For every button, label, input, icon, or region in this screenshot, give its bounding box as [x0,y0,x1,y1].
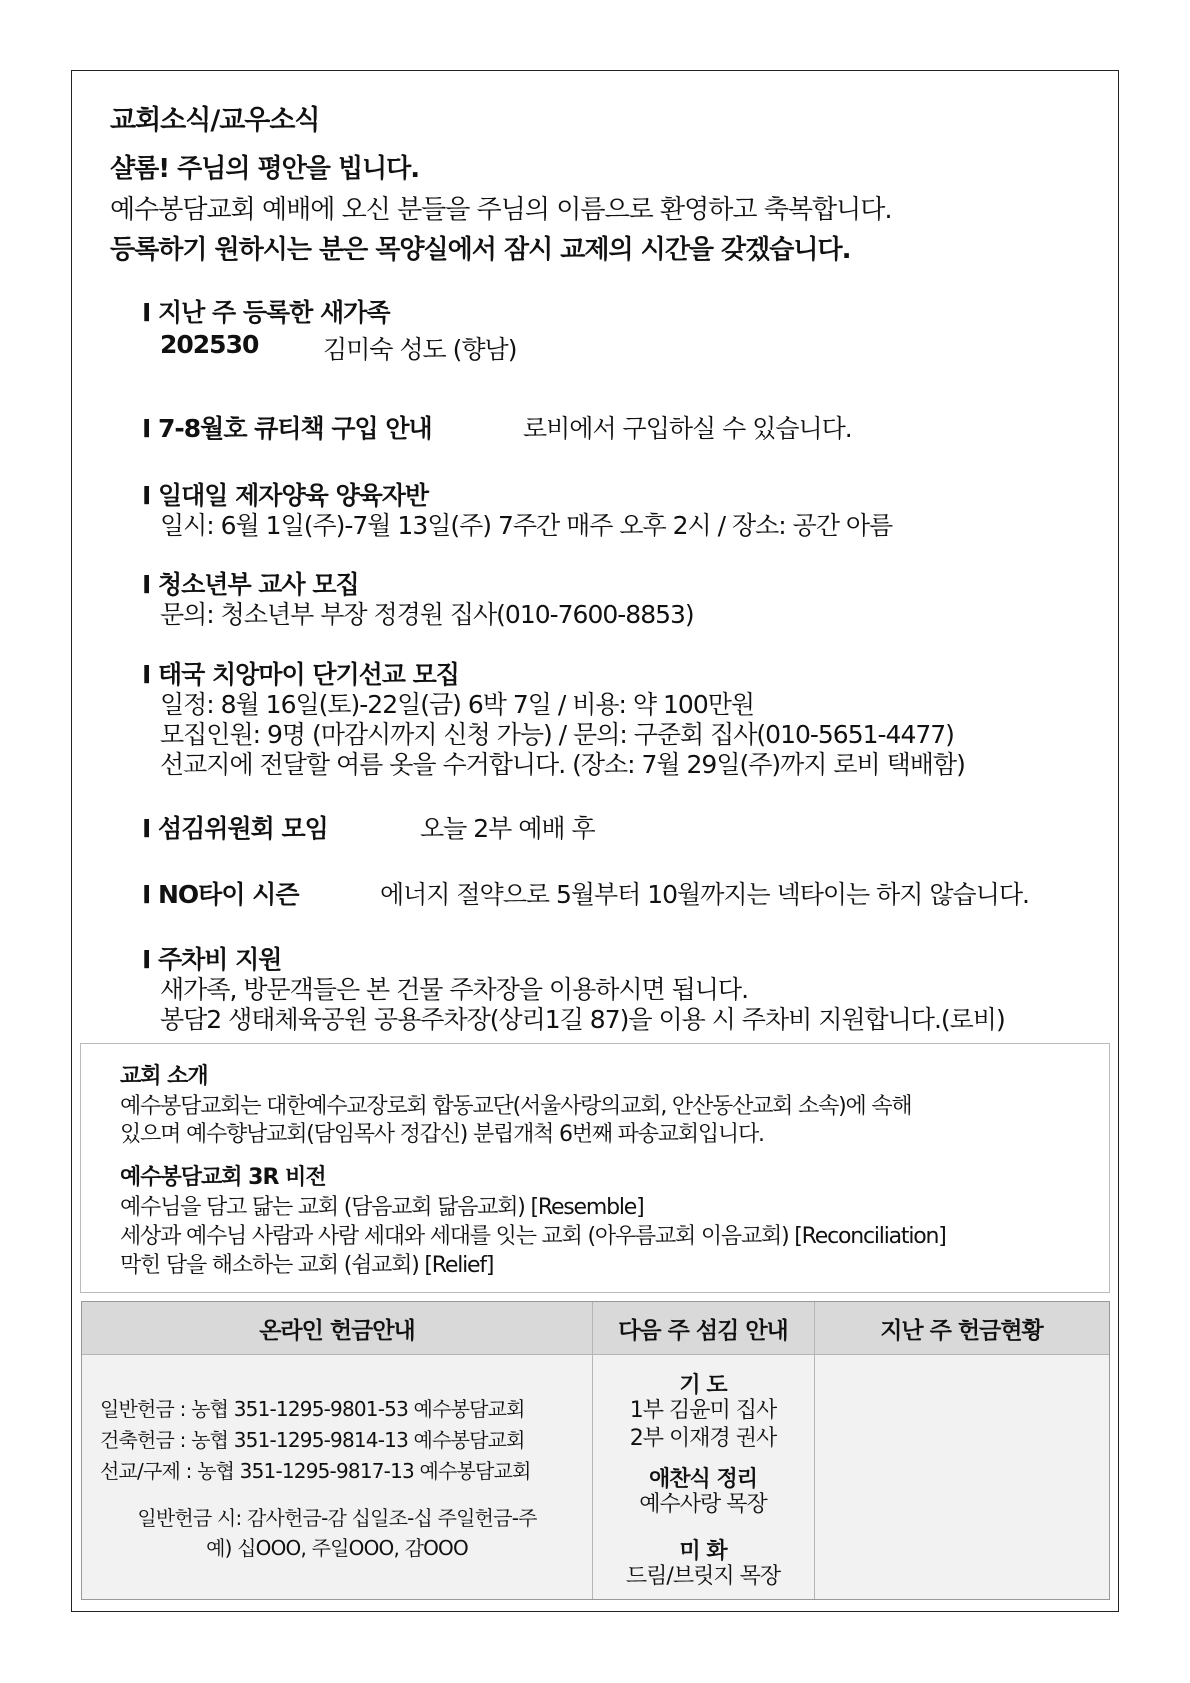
service-role-decoration: 미 화 [679,1539,727,1564]
news-teacher-recruit-detail: 문의: 청소년부 부장 정경원 집사(010-7600-8853) [160,600,694,629]
service-person: 예수사랑 목장 [639,1492,767,1517]
vision-heading: 예수봉담교회 3R 비전 [120,1165,326,1190]
offering-memo: 예) 십OOO, 주일OOO, 감OOO [206,1536,468,1560]
news-title-mission-trip: Ι 태국 치앙마이 단기선교 모집 [142,660,459,689]
news-discipleship-detail: 일시: 6월 1일(주)-7월 13일(주) 7주간 매주 오후 2시 / 장소: 공간 아름 [160,511,893,540]
service-person: 드림/브릿지 목장 [625,1564,781,1589]
welcome-text: 예수봉담교회 예배에 오신 분들을 주님의 이름으로 환영하고 축복합니다. [110,195,892,225]
table-header-last-week-offering: 지난 주 헌금현황 [814,1302,1109,1354]
news-no-tie-detail: 에너지 절약으로 5월부터 10월까지는 넥타이는 하지 않습니다. [380,880,1029,909]
vision-line: 막힌 담을 해소하는 교회 (쉼교회) [Relief] [120,1253,494,1278]
news-new-family-name: 김미숙 성도 (향남) [323,335,517,364]
news-parking-line: 새가족, 방문객들은 본 건물 주차장을 이용하시면 됩니다. [160,975,749,1004]
news-service-committee-detail: 오늘 2부 예배 후 [420,814,595,843]
service-role-communion: 애찬식 정리 [649,1467,757,1492]
table-header-online-offering: 온라인 헌금안내 [82,1302,592,1354]
intro-line: 있으며 예수향남교회(담임목사 정갑신) 분립개척 6번째 파송교회입니다. [120,1122,764,1147]
news-title-teacher-recruit: Ι 청소년부 교사 모집 [142,570,359,599]
table-header-next-week-service: 다음 주 섬김 안내 [592,1302,814,1354]
news-parking-line: 봉담2 생태체육공원 공용주차장(상리1길 87)을 이용 시 주차비 지원합니다.(로비) [160,1005,1005,1034]
register-note: 등록하기 원하시는 분은 목양실에서 잠시 교제의 시간을 갖겠습니다. [110,235,851,265]
news-title-parking: Ι 주차비 지원 [142,945,282,974]
account-line: 건축헌금 : 농협 351-1295-9814-13 예수봉담교회 [100,1428,525,1452]
service-role-prayer: 기 도 [679,1373,727,1398]
service-person: 2부 이재경 권사 [629,1426,777,1451]
news-mission-line: 모집인원: 9명 (마감시까지 신청 가능) / 문의: 구준회 집사(010-5651-4477) [160,720,954,749]
info-table [81,1301,1110,1600]
account-line: 일반헌금 : 농협 351-1295-9801-53 예수봉담교회 [100,1397,525,1421]
intro-line: 예수봉담교회는 대한예수교장로회 합동교단(서울사랑의교회, 안산동산교회 소속)에 속해 [120,1094,912,1119]
vision-line: 세상과 예수님 사람과 사람 세대와 세대를 잇는 교회 (아우름교회 이음교회) [Reconciliation] [120,1224,946,1249]
vision-line: 예수님을 담고 닮는 교회 (담음교회 닮음교회) [Resemble] [120,1195,644,1220]
news-title-no-tie: Ι NO타이 시즌 [142,880,299,909]
news-mission-line: 일정: 8월 16일(토)-22일(금) 6박 7일 / 비용: 약 100만원 [160,690,755,719]
greeting: 샬롬! 주님의 평안을 빕니다. [110,154,420,184]
news-title-qt-book: Ι 7-8월호 큐티책 구입 안내 [142,414,432,443]
intro-heading: 교회 소개 [120,1064,208,1089]
news-mission-line: 선교지에 전달할 여름 옷을 수거합니다. (장소: 7월 29일(주)까지 로비 택배함) [160,750,965,779]
news-title-new-family: Ι 지난 주 등록한 새가족 [142,298,390,327]
page-title: 교회소식/교우소식 [110,105,320,136]
news-title-service-committee: Ι 섬김위원회 모임 [142,814,328,843]
service-person: 1부 김윤미 집사 [629,1398,777,1423]
news-new-family-code: 202530 [160,330,259,359]
news-qt-book-detail: 로비에서 구입하실 수 있습니다. [523,414,852,443]
table-divider [814,1302,815,1599]
table-divider [82,1354,1109,1355]
news-title-discipleship: Ι 일대일 제자양육 양육자반 [142,481,429,510]
offering-memo: 일반헌금 시: 감사헌금-감 십일조-십 주일헌금-주 [137,1506,537,1530]
account-line: 선교/구제 : 농협 351-1295-9817-13 예수봉담교회 [100,1459,531,1483]
